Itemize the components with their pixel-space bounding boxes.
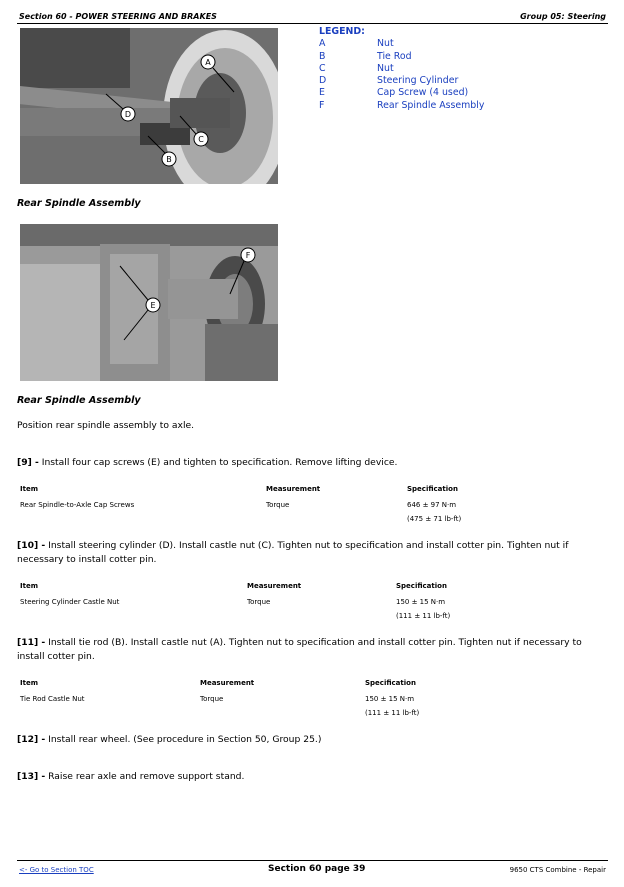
step-text: Install four cap screws (E) and tighten to specification. Remove lifting device. <box>38 457 398 468</box>
intro-text: Position rear spindle assembly to axle. <box>17 420 195 431</box>
spec-table <box>20 677 600 717</box>
legend-item <box>319 63 484 75</box>
figure-1-photo <box>20 28 278 184</box>
page-number: Section 60 page 39 <box>268 864 366 874</box>
legend-label: Cap Screw (4 used) <box>377 87 469 99</box>
spec-table <box>20 483 600 523</box>
cell-measurement: Torque <box>200 695 224 703</box>
section-toc-link[interactable]: <- Go to Section TOC <box>19 866 94 874</box>
col-header-measurement: Measurement <box>266 485 321 493</box>
cell-spec-imperial: (111 ± 11 lb-ft) <box>396 612 451 620</box>
step-13 <box>17 770 597 784</box>
cell-measurement: Torque <box>266 501 290 509</box>
legend-key: D <box>319 75 327 87</box>
svg-text:C: C <box>198 135 204 144</box>
cell-item: Tie Rod Castle Nut <box>20 695 85 703</box>
figure-1-caption: Rear Spindle Assembly <box>17 198 141 209</box>
col-header-measurement: Measurement <box>200 679 255 687</box>
step-text: Install tie rod (B). Install castle nut (A). Tighten nut to specification and install cotter pin. Tighten nut if necessary to install cotter pin. <box>17 637 582 662</box>
footer-divider <box>17 860 608 861</box>
col-header-specification: Specification <box>365 679 416 687</box>
col-header-specification: Specification <box>396 582 447 590</box>
legend <box>319 26 484 112</box>
manual-title: 9650 CTS Combine - Repair <box>509 866 606 874</box>
step-text: Install rear wheel. (See procedure in Section 50, Group 25.) <box>45 734 322 745</box>
legend-label: Nut <box>377 38 394 50</box>
col-header-specification: Specification <box>407 485 458 493</box>
figure-2-photo <box>20 224 278 381</box>
cell-spec-imperial: (111 ± 11 lb-ft) <box>365 709 420 717</box>
step-12 <box>17 733 597 747</box>
legend-key: F <box>319 99 325 111</box>
legend-item <box>319 51 484 63</box>
cell-spec-metric: 646 ± 97 N·m <box>407 501 457 509</box>
legend-key: A <box>319 38 326 50</box>
legend-label: Steering Cylinder <box>377 75 459 87</box>
svg-text:B: B <box>166 155 172 164</box>
step-text: Raise rear axle and remove support stand. <box>45 771 245 782</box>
legend-item <box>319 100 484 112</box>
step-number: [13] - <box>17 771 46 782</box>
cell-spec-metric: 150 ± 15 N·m <box>365 695 415 703</box>
col-header-measurement: Measurement <box>247 582 302 590</box>
cell-spec-imperial: (475 ± 71 lb-ft) <box>407 515 462 523</box>
cell-measurement: Torque <box>247 598 271 606</box>
cell-item: Rear Spindle-to-Axle Cap Screws <box>20 501 135 509</box>
step-text: Install steering cylinder (D). Install castle nut (C). Tighten nut to specification and install cotter pin. Tighten nut if necessary to install cotter pin. <box>17 540 569 565</box>
legend-key: C <box>319 62 326 74</box>
legend-label: Nut <box>377 62 394 74</box>
spec-table <box>20 580 600 620</box>
col-header-item: Item <box>20 679 38 687</box>
col-header-item: Item <box>20 582 38 590</box>
legend-item <box>319 75 484 87</box>
group-header: Group 05: Steering <box>520 12 606 21</box>
svg-text:A: A <box>205 58 211 67</box>
cell-spec-metric: 150 ± 15 N·m <box>396 598 446 606</box>
cell-item: Steering Cylinder Castle Nut <box>20 598 120 606</box>
step-9 <box>17 456 597 470</box>
step-number: [11] - <box>17 637 46 648</box>
legend-title: LEGEND: <box>319 26 365 37</box>
step-number: [9] - <box>17 457 39 468</box>
legend-item <box>319 87 484 99</box>
legend-key: E <box>319 87 325 99</box>
figure-2-caption: Rear Spindle Assembly <box>17 395 141 406</box>
legend-label: Rear Spindle Assembly <box>377 99 485 111</box>
step-number: [12] - <box>17 734 46 745</box>
svg-text:E: E <box>150 301 156 310</box>
col-header-item: Item <box>20 485 38 493</box>
section-header: Section 60 - POWER STEERING AND BRAKES <box>19 12 217 21</box>
legend-key: B <box>319 50 326 62</box>
step-11 <box>17 636 597 664</box>
step-number: [10] - <box>17 540 46 551</box>
header-divider <box>17 23 608 24</box>
step-10 <box>17 539 597 567</box>
legend-item <box>319 38 484 50</box>
svg-text:D: D <box>124 110 132 119</box>
svg-text:F: F <box>245 251 251 260</box>
legend-label: Tie Rod <box>377 50 412 62</box>
